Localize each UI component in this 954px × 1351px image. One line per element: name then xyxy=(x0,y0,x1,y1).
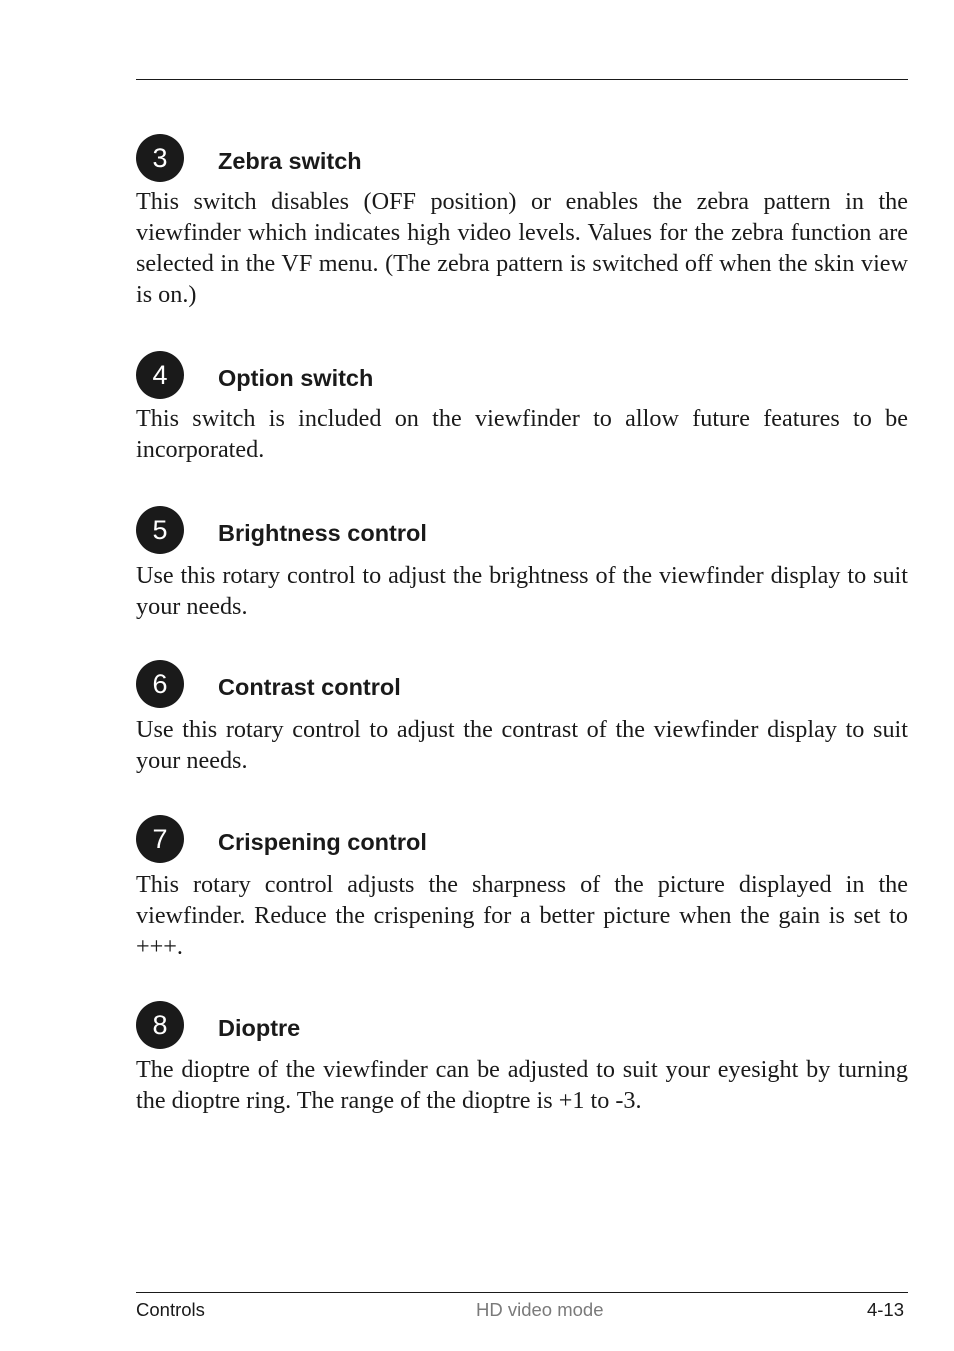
section-body: This switch disables (OFF position) or enables the zebra pattern in the viewfinder which indicates high video levels. Values for the zebra function are selected in the VF menu. (The zebra pattern is switched off when the skin view is on.) xyxy=(136,188,908,308)
item-number-badge: 3 xyxy=(136,134,184,182)
footer-page-number: 4-13 xyxy=(866,1299,904,1320)
item-number-badge: 4 xyxy=(136,351,184,399)
footer-rule xyxy=(136,1292,908,1293)
item-number-badge: 7 xyxy=(136,815,184,863)
footer-section-title: HD video mode xyxy=(476,1299,604,1320)
section-body: The dioptre of the viewfinder can be adjusted to suit your eyesight by turning the dioptre ring. The range of the dioptre is +1 to -3. xyxy=(136,1056,908,1114)
section-body: This switch is included on the viewfinder to allow future features to be incorporated. xyxy=(136,405,908,463)
item-number-badge: 6 xyxy=(136,660,184,708)
section-heading: Crispening control xyxy=(218,829,427,855)
section-body: Use this rotary control to adjust the brightness of the viewfinder display to suit your needs. xyxy=(136,562,908,620)
item-number-badge: 5 xyxy=(136,506,184,554)
section-heading: Option switch xyxy=(218,365,374,391)
section-body: This rotary control adjusts the sharpness of the picture displayed in the viewfinder. Reduce the crispening for a better picture when the gain is set to +++. xyxy=(136,871,908,960)
item-number-badge: 8 xyxy=(136,1001,184,1049)
section-heading: Contrast control xyxy=(218,674,401,700)
section-body: Use this rotary control to adjust the contrast of the viewfinder display to suit your needs. xyxy=(136,716,908,774)
section-heading: Zebra switch xyxy=(218,148,362,174)
section-heading: Brightness control xyxy=(218,520,427,546)
footer-chapter-title: Controls xyxy=(136,1299,205,1320)
header-rule xyxy=(136,79,908,80)
section-heading: Dioptre xyxy=(218,1015,301,1041)
